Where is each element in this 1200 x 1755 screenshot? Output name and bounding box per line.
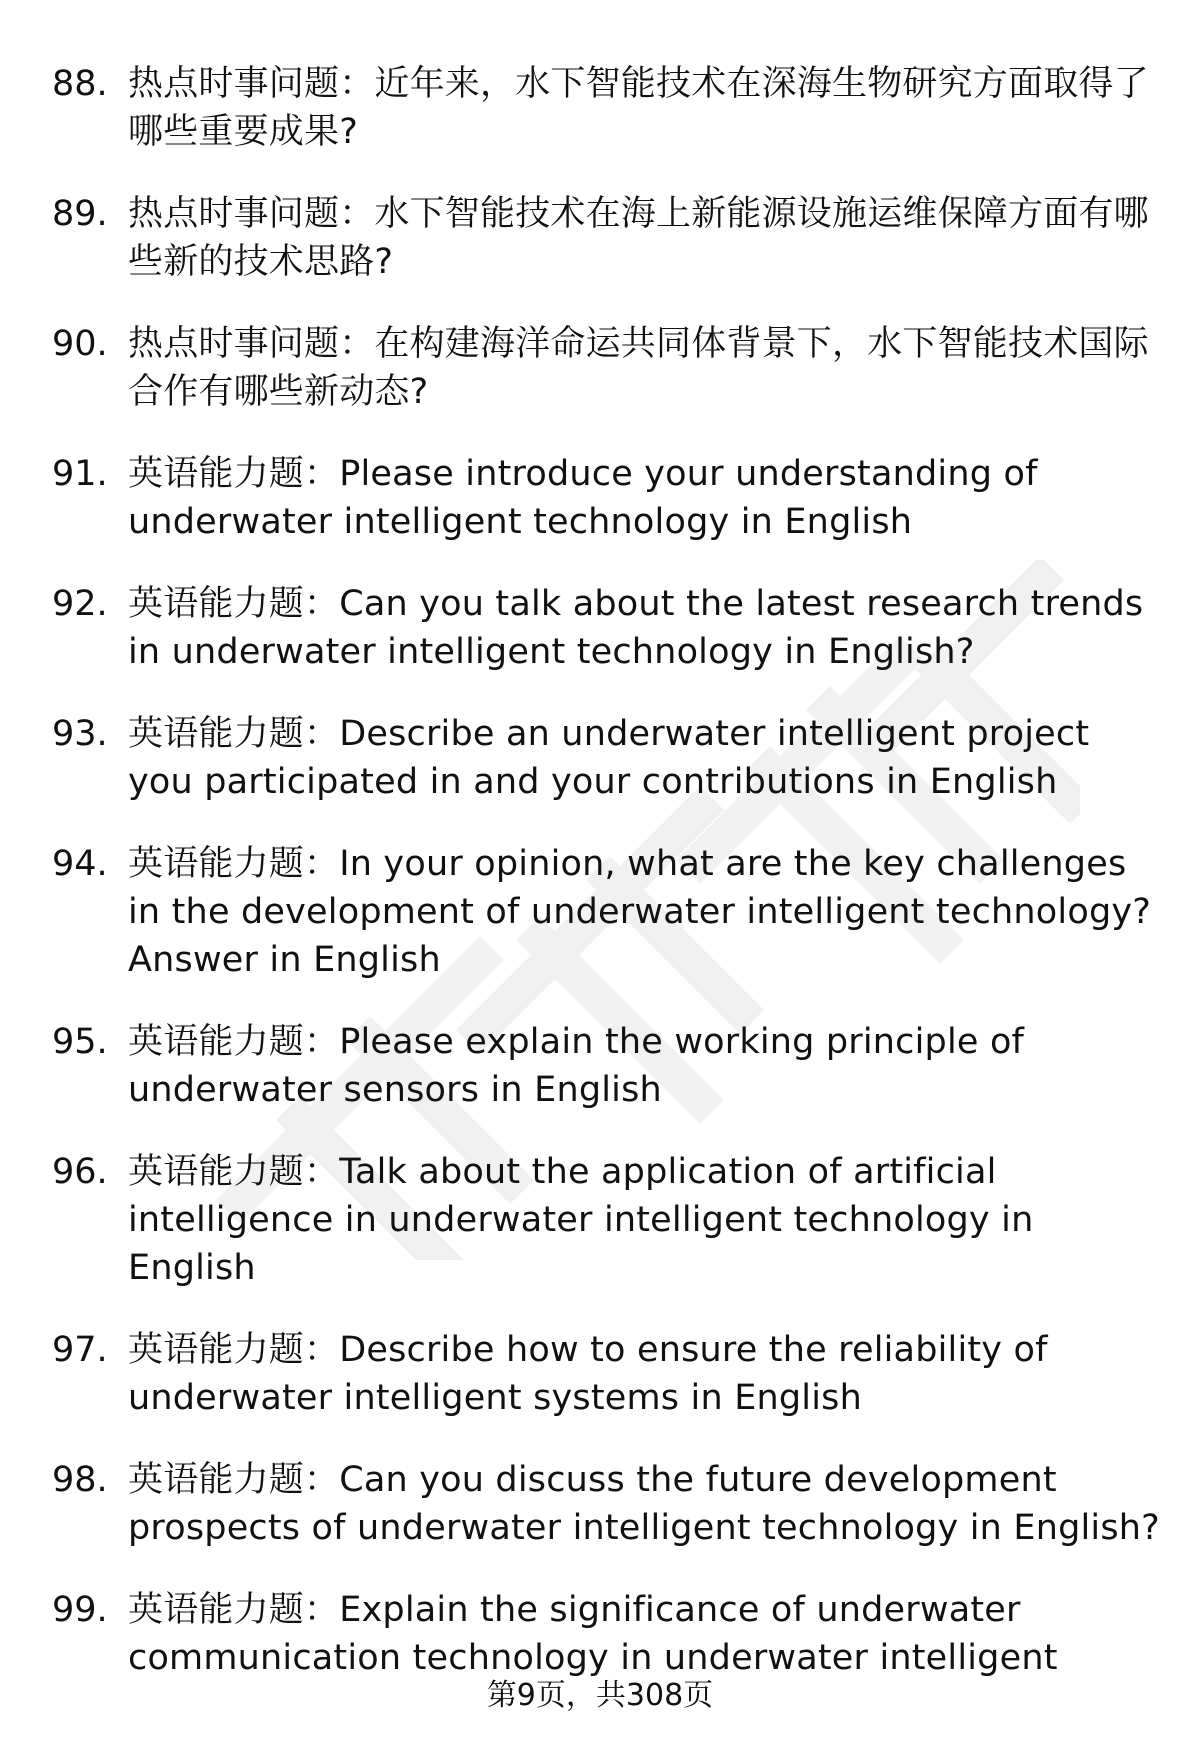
question-text: 英语能力题：Describe how to ensure the reliability of underwater intelligent systems in English [128, 1330, 1048, 1418]
question-number: 89. [52, 194, 108, 234]
question-number: 88. [52, 64, 108, 104]
question-item [52, 1326, 1162, 1422]
question-number: 99. [52, 1590, 108, 1630]
question-number: 91. [52, 454, 108, 494]
question-list [52, 60, 1162, 1716]
question-item [52, 1456, 1162, 1552]
question-number: 92. [52, 584, 108, 624]
question-number: 98. [52, 1460, 108, 1500]
question-text: 英语能力题：Please introduce your understanding of underwater intelligent technology in English [128, 454, 1038, 542]
question-item [52, 840, 1162, 984]
question-item [52, 580, 1162, 676]
question-item [52, 190, 1162, 286]
question-text: 英语能力题：Please explain the working principle of underwater sensors in English [128, 1022, 1025, 1110]
question-number: 95. [52, 1022, 108, 1062]
question-item [52, 1586, 1162, 1682]
question-text: 英语能力题：Talk about the application of artificial intelligence in underwater intelligent technology in English [128, 1152, 1034, 1288]
question-text: 英语能力题：Explain the significance of underwater communication technology in underwater intelligent [128, 1590, 1058, 1678]
question-number: 96. [52, 1152, 108, 1192]
question-text: 热点时事问题：近年来，水下智能技术在深海生物研究方面取得了哪些重要成果? [128, 64, 1149, 152]
question-text: 英语能力题：Can you discuss the future development prospects of underwater intelligent technology in English? [128, 1460, 1160, 1548]
question-text: 英语能力题：Can you talk about the latest research trends in underwater intelligent technology in English? [128, 584, 1144, 672]
question-number: 90. [52, 324, 108, 364]
question-item [52, 1148, 1162, 1292]
question-item [52, 710, 1162, 806]
question-item [52, 60, 1162, 156]
question-number: 93. [52, 714, 108, 754]
question-item [52, 320, 1162, 416]
question-item [52, 1018, 1162, 1114]
question-text: 英语能力题：Describe an underwater intelligent project you participated in and your contributions in English [128, 714, 1090, 802]
question-number: 97. [52, 1330, 108, 1370]
question-number: 94. [52, 844, 108, 884]
page-footer: 第9页，共308页 [486, 1678, 714, 1713]
question-text: 英语能力题：In your opinion, what are the key challenges in the development of underwater intelligent technology? Answer in English [128, 844, 1152, 980]
question-text: 热点时事问题：水下智能技术在海上新能源设施运维保障方面有哪些新的技术思路? [128, 194, 1149, 282]
question-item [52, 450, 1162, 546]
question-text: 热点时事问题：在构建海洋命运共同体背景下，水下智能技术国际合作有哪些新动态? [128, 324, 1149, 412]
